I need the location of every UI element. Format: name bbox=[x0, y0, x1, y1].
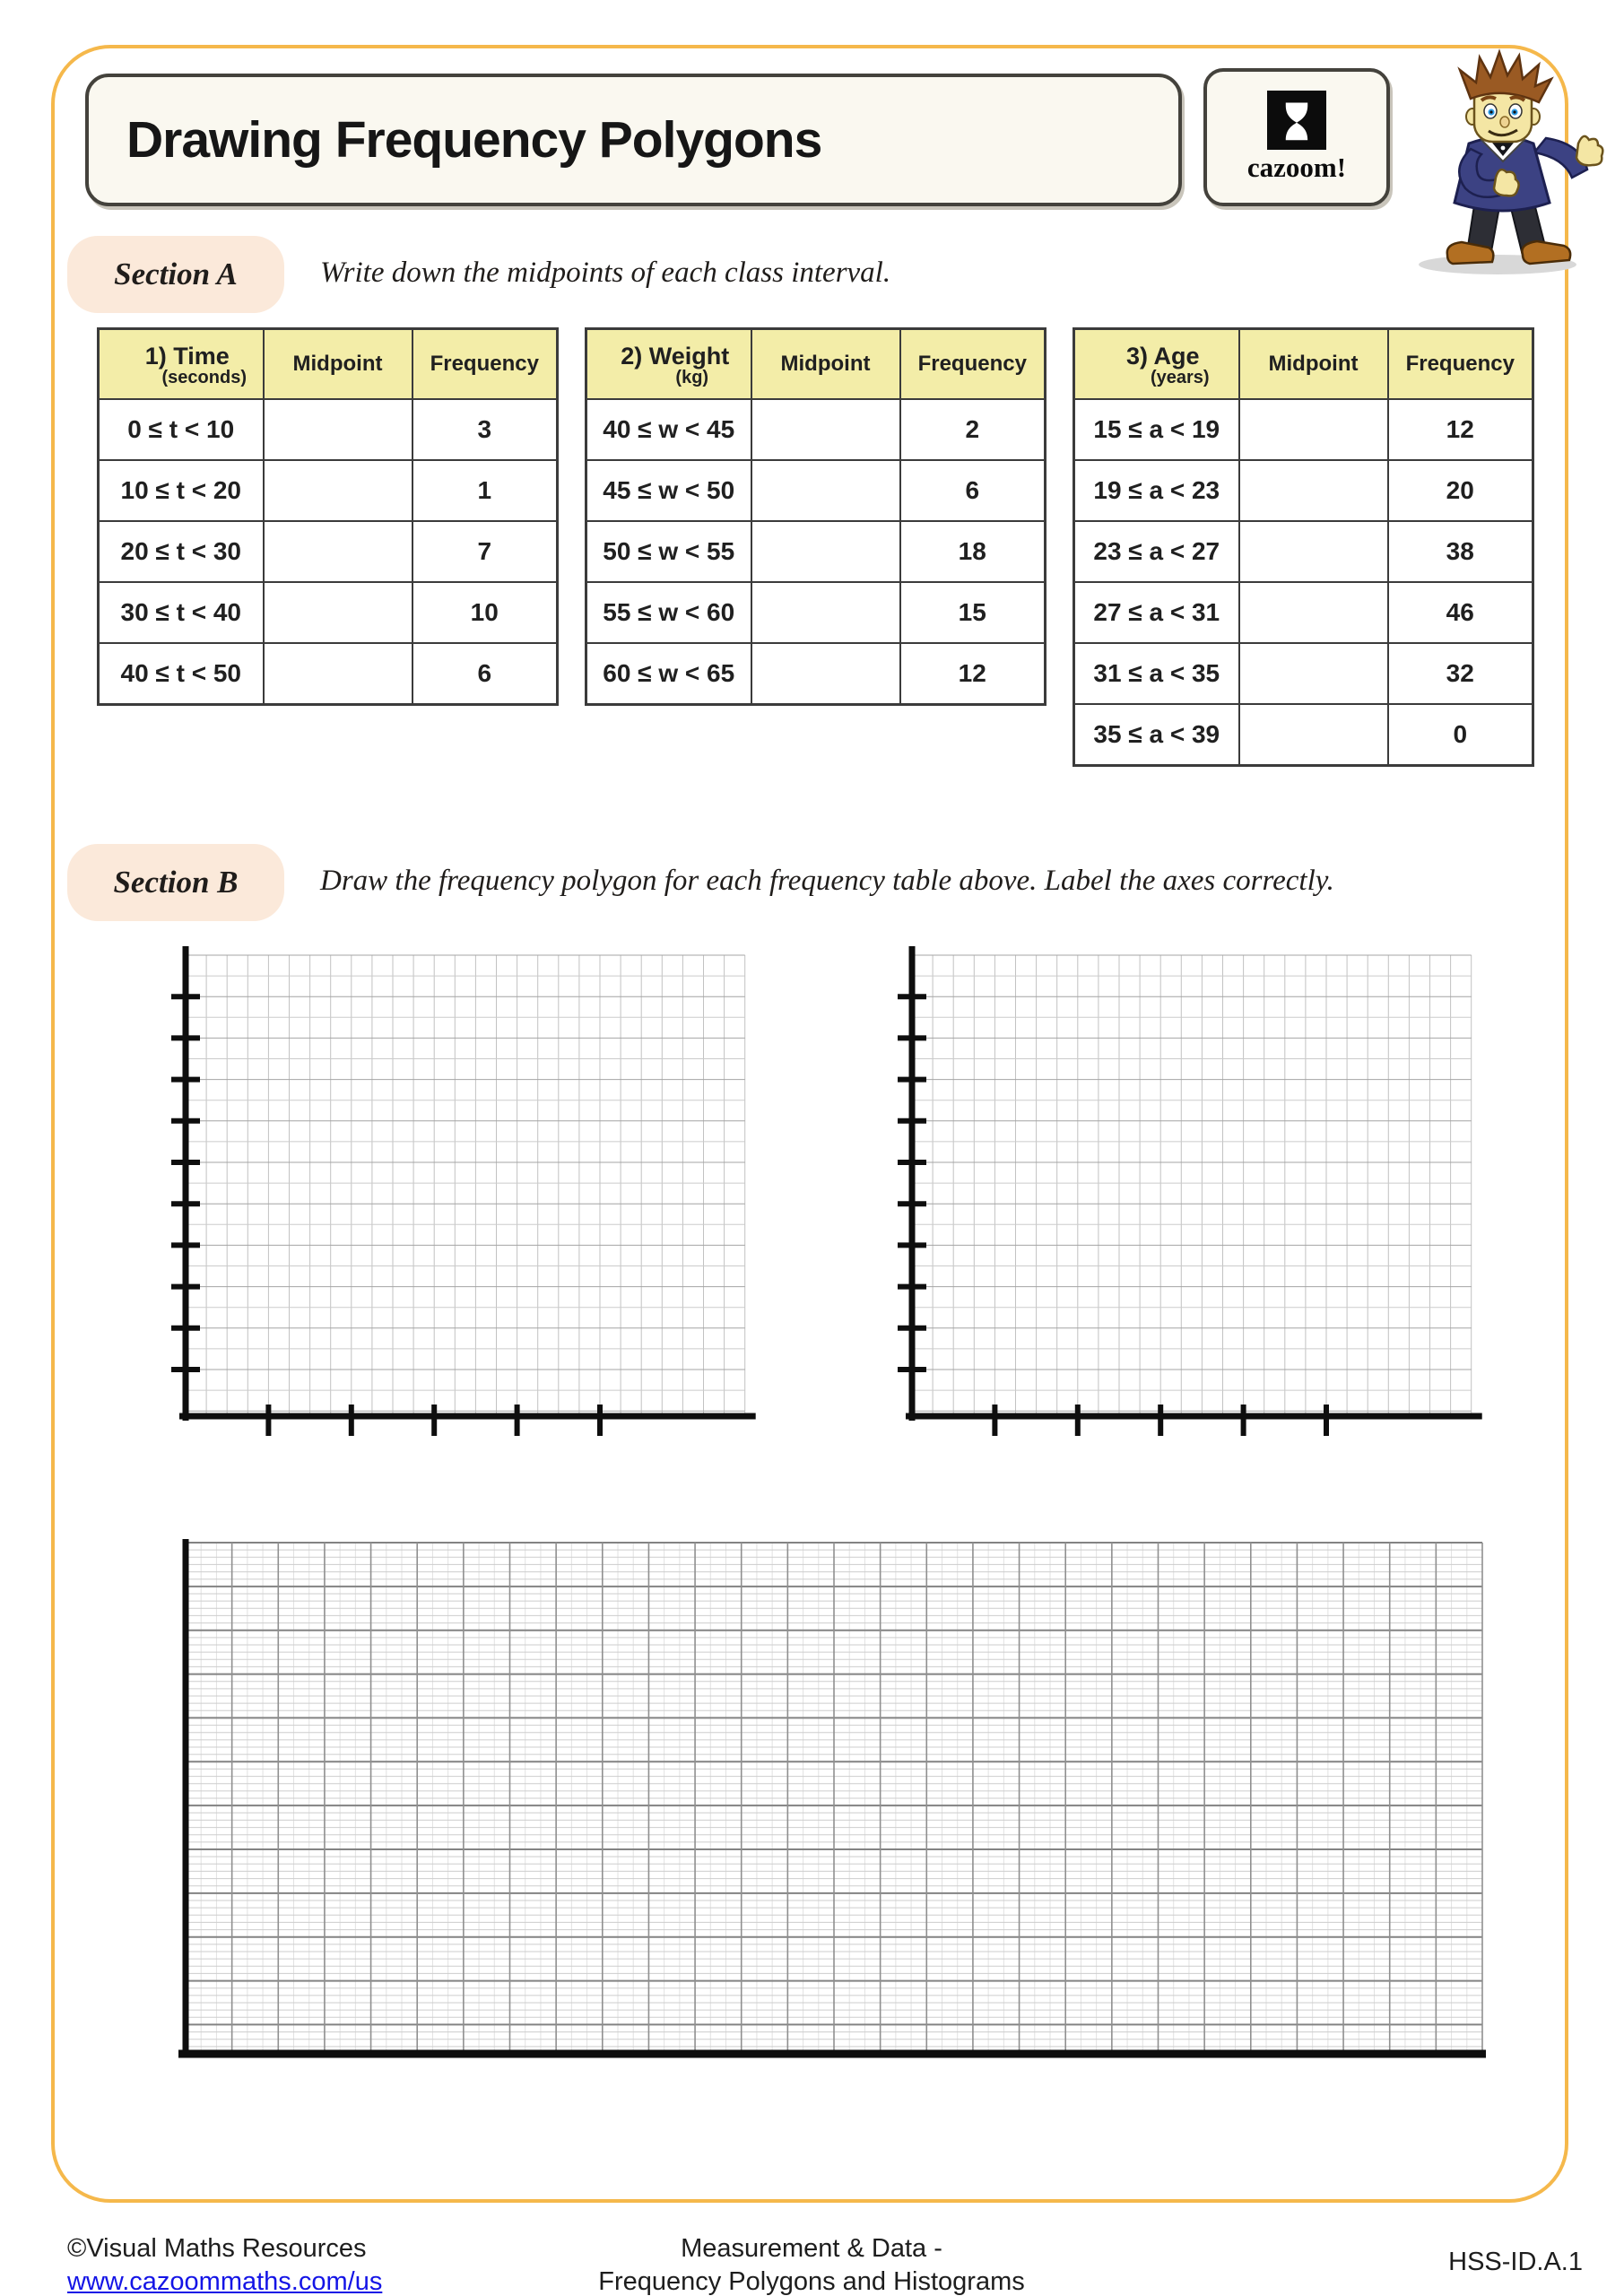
table-unit: (years) bbox=[1150, 368, 1210, 388]
section-b-instruction: Draw the frequency polygon for each frequency table above. Label the axes correctly. bbox=[320, 865, 1334, 897]
frequency-cell: 6 bbox=[900, 460, 1046, 521]
blank-graph-grid-right[interactable] bbox=[885, 940, 1499, 1462]
frequency-cell: 18 bbox=[900, 521, 1046, 582]
frequency-cell: 12 bbox=[900, 643, 1046, 705]
table-title: 2) Weight bbox=[621, 342, 730, 370]
table-row bbox=[586, 643, 1046, 705]
interval-cell: 20 ≤ t < 30 bbox=[99, 521, 264, 582]
table-unit: (kg) bbox=[675, 368, 709, 388]
table-row bbox=[1074, 582, 1533, 643]
table-row bbox=[1074, 521, 1533, 582]
table-row bbox=[99, 521, 558, 582]
topic-line-2: Frequency Polygons and Histograms bbox=[598, 2267, 1025, 2296]
table-row bbox=[99, 399, 558, 460]
table-row bbox=[586, 399, 1046, 460]
table-unit: (seconds) bbox=[161, 368, 247, 388]
frequency-cell: 2 bbox=[900, 399, 1046, 460]
interval-cell: 10 ≤ t < 20 bbox=[99, 460, 264, 521]
website-link[interactable]: www.cazoommaths.com/us bbox=[67, 2267, 383, 2296]
mascot-character bbox=[1388, 43, 1618, 278]
interval-cell: 27 ≤ a < 31 bbox=[1074, 582, 1239, 643]
frequency-cell: 1 bbox=[413, 460, 558, 521]
midpoint-answer-cell[interactable] bbox=[751, 399, 900, 460]
standard-code: HSS-ID.A.1 bbox=[1448, 2248, 1583, 2276]
interval-cell: 60 ≤ w < 65 bbox=[586, 643, 751, 705]
column-header-frequency: Frequency bbox=[900, 329, 1046, 400]
midpoint-answer-cell[interactable] bbox=[1239, 582, 1388, 643]
footer-topic bbox=[498, 2232, 1125, 2296]
frequency-cell: 10 bbox=[413, 582, 558, 643]
logo-wordmark: cazoom! bbox=[1246, 152, 1347, 183]
table-row bbox=[1074, 460, 1533, 521]
page-title: Drawing Frequency Polygons bbox=[126, 111, 822, 169]
table-row bbox=[586, 460, 1046, 521]
interval-cell: 23 ≤ a < 27 bbox=[1074, 521, 1239, 582]
midpoint-answer-cell[interactable] bbox=[264, 643, 413, 705]
table-row bbox=[1074, 399, 1533, 460]
column-header-midpoint: Midpoint bbox=[1239, 329, 1388, 400]
footer-credits bbox=[67, 2232, 382, 2296]
frequency-table-weight bbox=[585, 327, 1046, 706]
interval-cell: 31 ≤ a < 35 bbox=[1074, 643, 1239, 704]
frequency-cell: 46 bbox=[1388, 582, 1533, 643]
table-row bbox=[586, 521, 1046, 582]
interval-cell: 19 ≤ a < 23 bbox=[1074, 460, 1239, 521]
table-row bbox=[1074, 704, 1533, 766]
midpoint-answer-cell[interactable] bbox=[1239, 521, 1388, 582]
frequency-cell: 7 bbox=[413, 521, 558, 582]
table-row bbox=[99, 643, 558, 705]
midpoint-answer-cell[interactable] bbox=[751, 460, 900, 521]
midpoint-answer-cell[interactable] bbox=[264, 582, 413, 643]
midpoint-answer-cell[interactable] bbox=[1239, 704, 1388, 766]
topic-line-1: Measurement & Data - bbox=[681, 2234, 942, 2263]
section-a-instruction: Write down the midpoints of each class interval. bbox=[320, 257, 891, 289]
table-title: 1) Time bbox=[144, 342, 230, 370]
interval-cell: 15 ≤ a < 19 bbox=[1074, 399, 1239, 460]
section-b-label bbox=[67, 844, 284, 921]
title-box bbox=[85, 74, 1182, 206]
interval-cell: 30 ≤ t < 40 bbox=[99, 582, 264, 643]
frequency-cell: 38 bbox=[1388, 521, 1533, 582]
blank-graph-paper-wide[interactable] bbox=[170, 1532, 1498, 2081]
cazoom-logo bbox=[1203, 68, 1390, 206]
frequency-cell: 12 bbox=[1388, 399, 1533, 460]
column-header-midpoint: Midpoint bbox=[264, 329, 413, 400]
frequency-cell: 15 bbox=[900, 582, 1046, 643]
column-header-frequency: Frequency bbox=[413, 329, 558, 400]
frequency-cell: 32 bbox=[1388, 643, 1533, 704]
interval-cell: 50 ≤ w < 55 bbox=[586, 521, 751, 582]
midpoint-answer-cell[interactable] bbox=[264, 460, 413, 521]
frequency-cell: 3 bbox=[413, 399, 558, 460]
column-header-frequency: Frequency bbox=[1388, 329, 1533, 400]
interval-cell: 40 ≤ w < 45 bbox=[586, 399, 751, 460]
table-row bbox=[99, 460, 558, 521]
midpoint-answer-cell[interactable] bbox=[264, 521, 413, 582]
table-row bbox=[586, 582, 1046, 643]
interval-cell: 35 ≤ a < 39 bbox=[1074, 704, 1239, 766]
frequency-cell: 6 bbox=[413, 643, 558, 705]
section-a-text: Section A bbox=[114, 257, 238, 291]
midpoint-answer-cell[interactable] bbox=[751, 582, 900, 643]
midpoint-answer-cell[interactable] bbox=[1239, 643, 1388, 704]
section-a-label bbox=[67, 236, 284, 313]
midpoint-answer-cell[interactable] bbox=[751, 521, 900, 582]
table-title: 3) Age bbox=[1125, 342, 1200, 370]
midpoint-answer-cell[interactable] bbox=[1239, 399, 1388, 460]
table-row bbox=[1074, 643, 1533, 704]
interval-cell: 40 ≤ t < 50 bbox=[99, 643, 264, 705]
blank-graph-grid-left[interactable] bbox=[159, 940, 773, 1462]
frequency-table-age bbox=[1073, 327, 1534, 767]
interval-cell: 45 ≤ w < 50 bbox=[586, 460, 751, 521]
interval-cell: 0 ≤ t < 10 bbox=[99, 399, 264, 460]
copyright-text: ©Visual Maths Resources bbox=[67, 2234, 367, 2263]
column-header-midpoint: Midpoint bbox=[751, 329, 900, 400]
midpoint-answer-cell[interactable] bbox=[264, 399, 413, 460]
section-b-text: Section B bbox=[113, 865, 239, 900]
table-row bbox=[99, 582, 558, 643]
hourglass-icon bbox=[1267, 91, 1326, 150]
frequency-cell: 0 bbox=[1388, 704, 1533, 766]
interval-cell: 55 ≤ w < 60 bbox=[586, 582, 751, 643]
midpoint-answer-cell[interactable] bbox=[751, 643, 900, 705]
midpoint-answer-cell[interactable] bbox=[1239, 460, 1388, 521]
frequency-table-time bbox=[97, 327, 559, 706]
frequency-cell: 20 bbox=[1388, 460, 1533, 521]
